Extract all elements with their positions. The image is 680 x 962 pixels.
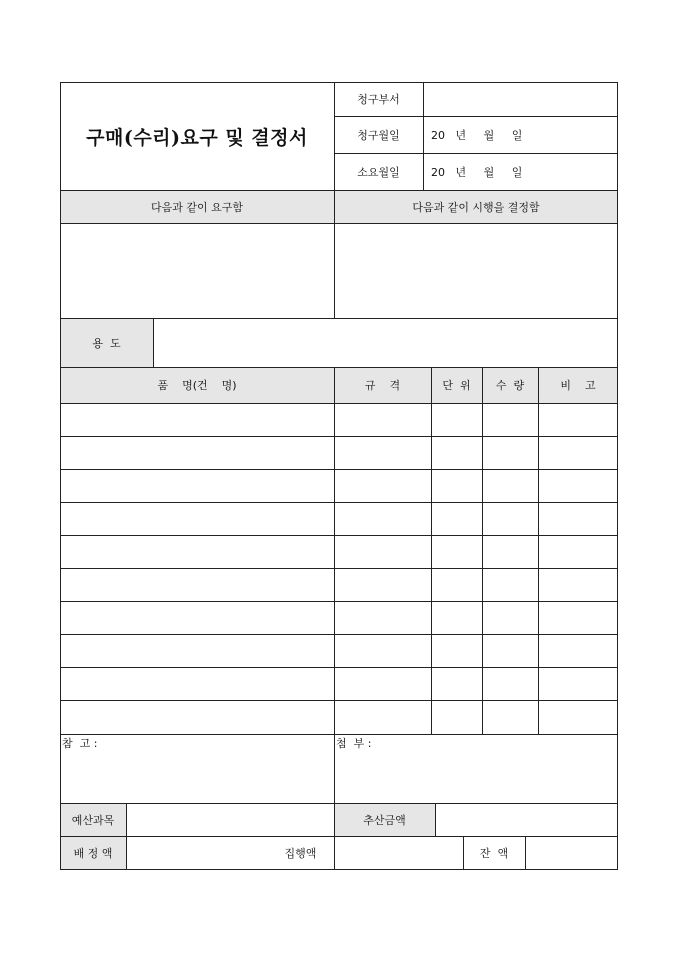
dept-label: 청구부서 <box>357 93 400 106</box>
request-date-label: 청구월일 <box>357 128 400 142</box>
dept-field[interactable] <box>424 83 617 116</box>
request-section-header: 다음과 같이 요구함 <box>150 200 243 214</box>
note-header: 비 고 <box>560 379 596 392</box>
estimate-label: 추산금액 <box>363 813 406 827</box>
unit-header: 단 위 <box>442 379 471 392</box>
form-title: 구매(수리)요구 및 결정서 <box>86 126 308 149</box>
item-name-header: 품 명(건 명) <box>157 379 237 392</box>
purchase-request-form <box>60 82 618 870</box>
attachment-field[interactable]: 첨 부 : <box>336 737 372 750</box>
allocation-label: 배 정 액 <box>73 847 113 860</box>
balance-field[interactable] <box>526 837 617 869</box>
estimate-field[interactable] <box>436 804 617 836</box>
decision-content-area[interactable] <box>335 224 617 318</box>
reference-field[interactable]: 참 고 : <box>62 737 98 750</box>
needed-date-label: 소요월일 <box>357 165 400 179</box>
budget-category-field[interactable] <box>127 804 334 836</box>
items-table-body[interactable] <box>61 404 617 734</box>
request-content-area[interactable] <box>61 224 334 318</box>
allocation-field[interactable] <box>127 837 267 869</box>
execution-label: 집행액 <box>284 847 317 860</box>
execution-field[interactable] <box>335 837 463 869</box>
purpose-label: 용 도 <box>92 336 121 350</box>
purpose-field[interactable] <box>154 319 617 367</box>
spec-header: 규 격 <box>364 379 401 392</box>
decision-section-header: 다음과 같이 시행을 결정함 <box>412 200 540 214</box>
balance-label: 잔 액 <box>479 847 509 860</box>
quantity-header: 수 량 <box>495 379 525 392</box>
request-date-field[interactable]: 20 년 월 일 <box>431 128 523 142</box>
budget-category-label: 예산과목 <box>71 813 115 827</box>
needed-date-field[interactable]: 20 년 월 일 <box>431 165 523 179</box>
